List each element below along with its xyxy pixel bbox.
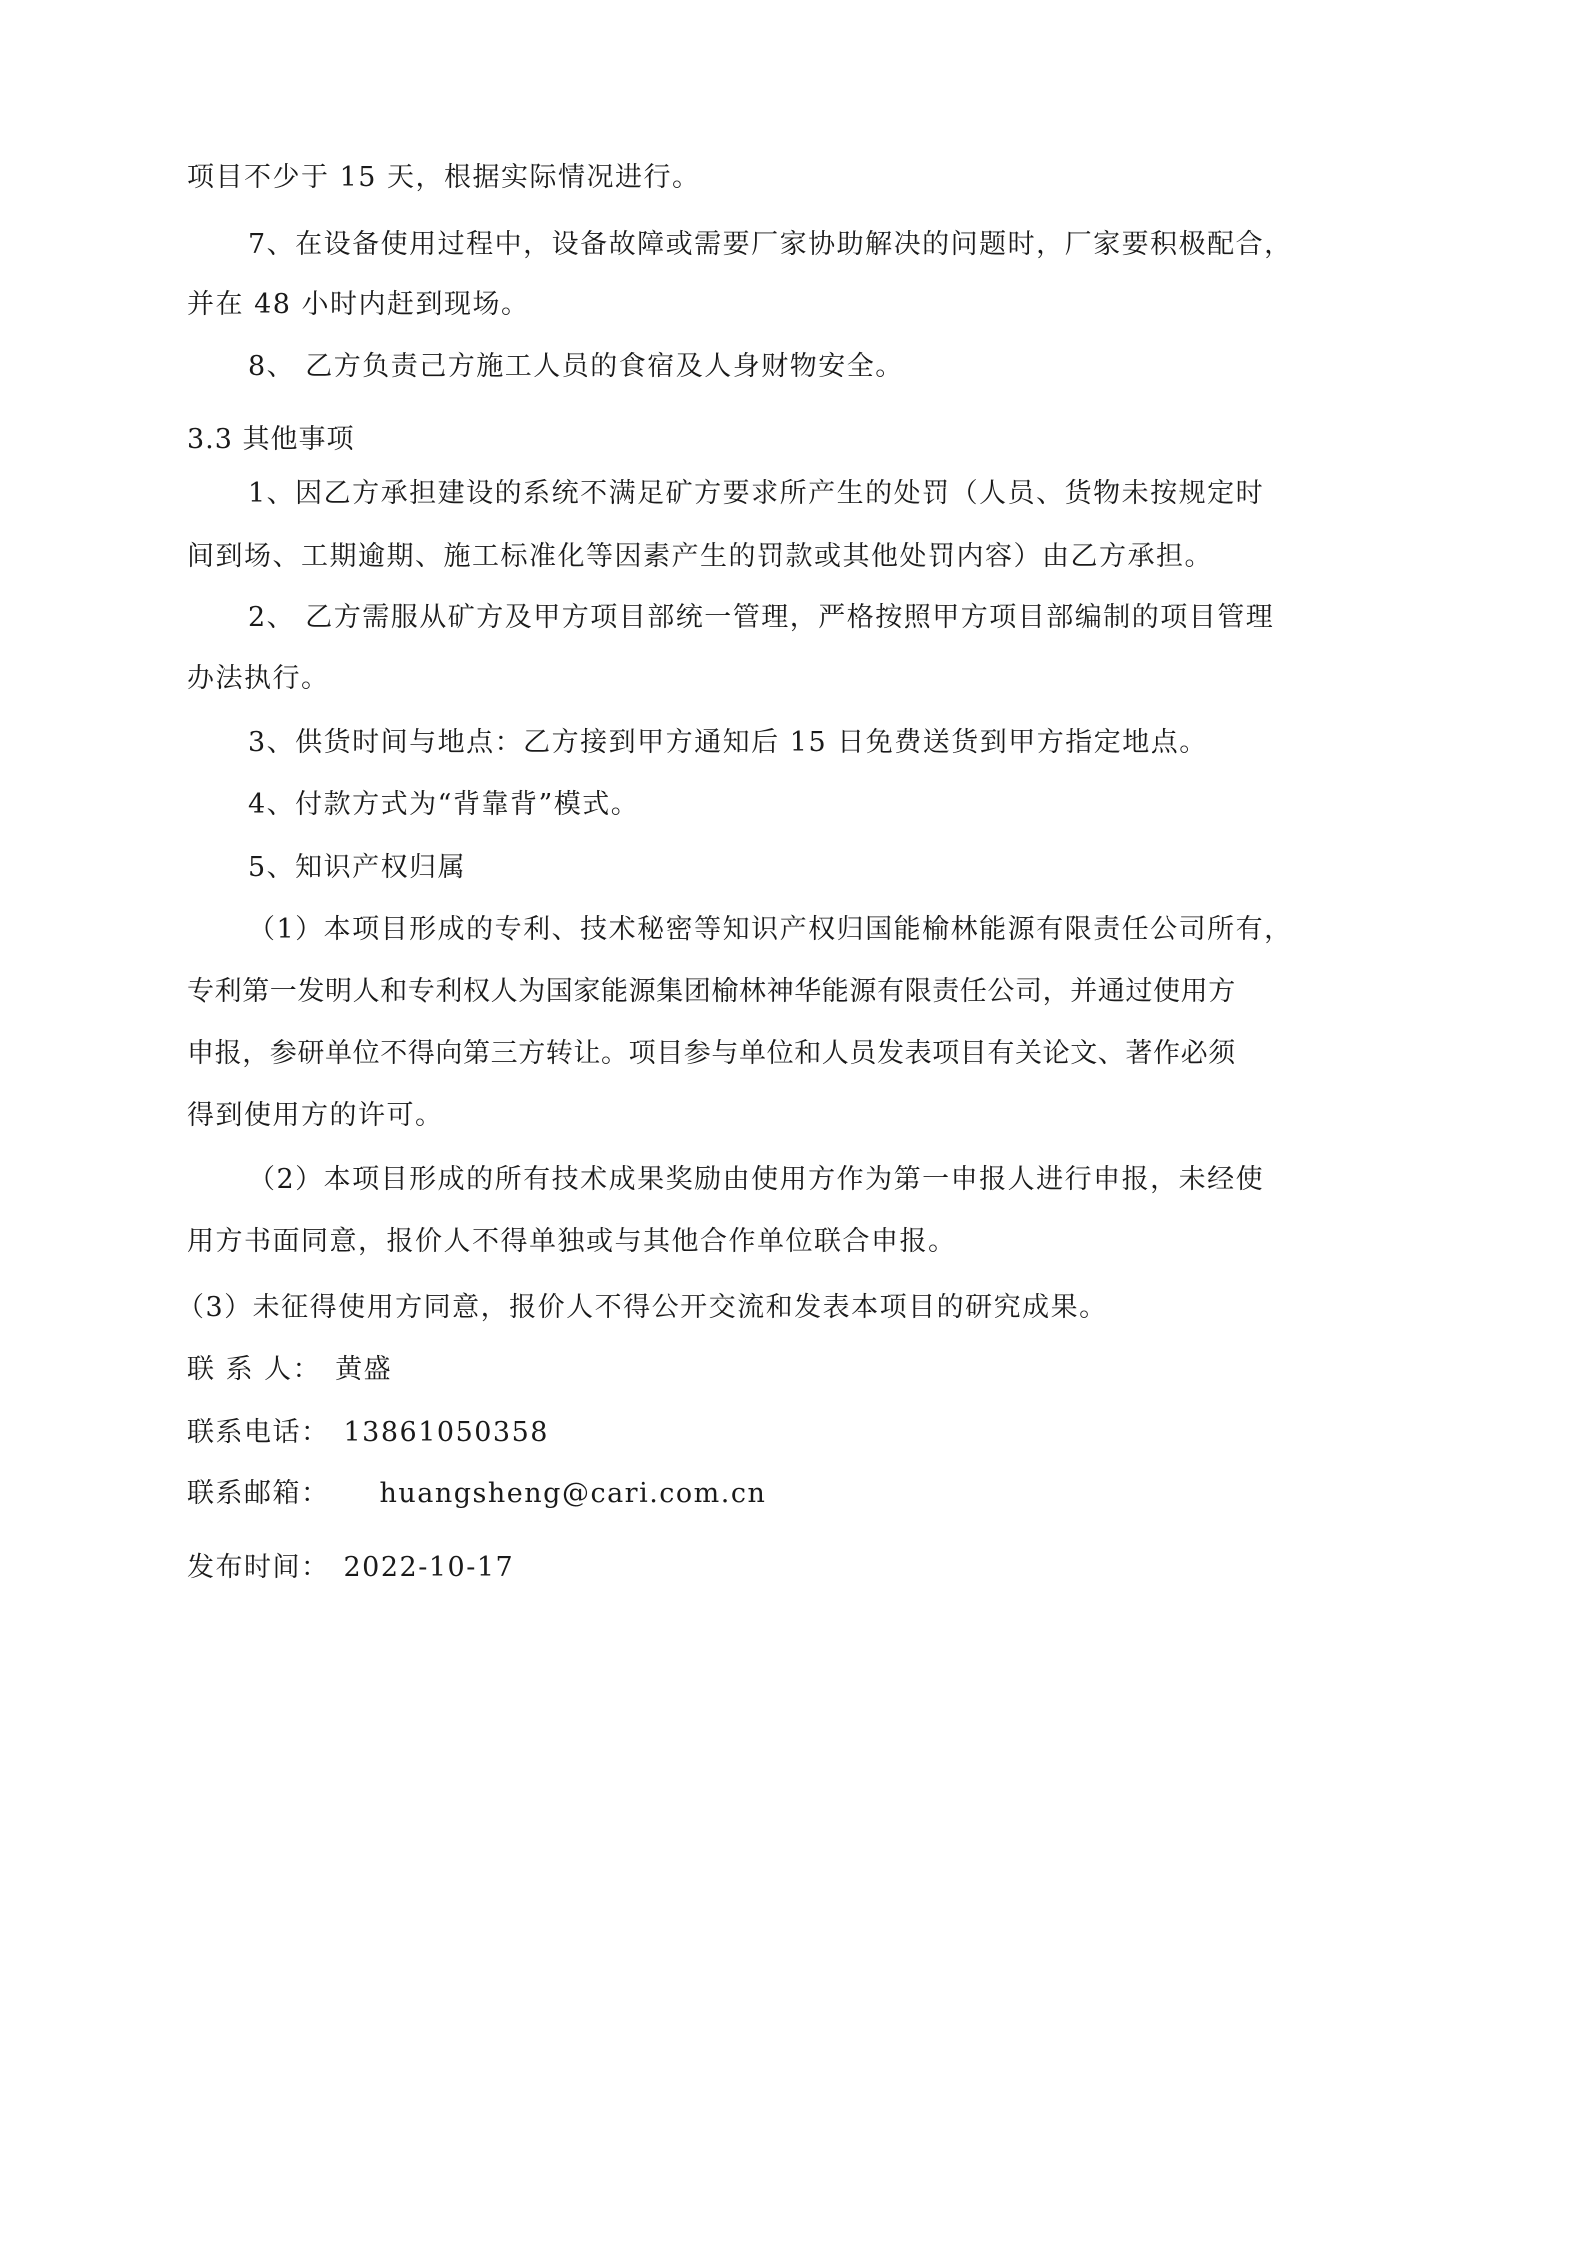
paragraph-line: 办法执行。 bbox=[187, 663, 330, 694]
paragraph-line: 间到场、工期逾期、施工标准化等因素产生的罚款或其他处罚内容）由乙方承担。 bbox=[187, 541, 1213, 572]
publish-date-label: 发布时间： bbox=[187, 1552, 330, 1583]
paragraph-line: 3、供货时间与地点：乙方接到甲方通知后 15 日免费送货到甲方指定地点。 bbox=[248, 727, 1208, 758]
contact-person-value: 黄盛 bbox=[335, 1354, 393, 1385]
paragraph-line: 专利第一发明人和专利权人为国家能源集团榆林神华能源有限责任公司，并通过使用方 bbox=[187, 976, 1236, 1007]
contact-person bbox=[187, 1350, 1397, 1390]
contact-person-label: 联 系 人： bbox=[187, 1354, 322, 1385]
contact-phone bbox=[187, 1413, 1397, 1453]
section-heading: 3.3 其他事项 bbox=[187, 424, 355, 455]
paragraph-line: 2、 乙方需服从矿方及甲方项目部统一管理，严格按照甲方项目部编制的项目管理 bbox=[248, 602, 1275, 633]
paragraph-line: 项目不少于 15 天，根据实际情况进行。 bbox=[187, 162, 701, 193]
paragraph-line: （3）未征得使用方同意，报价人不得公开交流和发表本项目的研究成果。 bbox=[177, 1292, 1108, 1323]
paragraph-line: 得到使用方的许可。 bbox=[187, 1100, 444, 1131]
paragraph-line: 用方书面同意，报价人不得单独或与其他合作单位联合申报。 bbox=[187, 1226, 957, 1257]
contact-email-label: 联系邮箱： bbox=[187, 1478, 330, 1509]
contact-email bbox=[187, 1474, 1397, 1514]
paragraph-line: 申报，参研单位不得向第三方转让。项目参与单位和人员发表项目有关论文、著作必须 bbox=[187, 1038, 1236, 1069]
paragraph-line: 并在 48 小时内赶到现场。 bbox=[187, 289, 530, 320]
paragraph-line: 4、付款方式为“背靠背”模式。 bbox=[248, 789, 640, 820]
contact-phone-value: 13861050358 bbox=[343, 1417, 549, 1448]
paragraph-line: 1、因乙方承担建设的系统不满足矿方要求所产生的处罚（人员、货物未按规定时 bbox=[248, 478, 1265, 509]
contact-phone-label: 联系电话： bbox=[187, 1417, 330, 1448]
paragraph-line: 5、知识产权归属 bbox=[248, 852, 467, 883]
paragraph-line: 7、在设备使用过程中，设备故障或需要厂家协助解决的问题时，厂家要积极配合， bbox=[248, 229, 1293, 260]
paragraph-line: （1）本项目形成的专利、技术秘密等知识产权归国能榆林能源有限责任公司所有， bbox=[248, 914, 1293, 945]
contact-email-value: huangsheng@cari.com.cn bbox=[379, 1478, 767, 1509]
publish-date-value: 2022-10-17 bbox=[343, 1552, 515, 1583]
paragraph-line: （2）本项目形成的所有技术成果奖励由使用方作为第一申报人进行申报，未经使 bbox=[248, 1164, 1265, 1195]
paragraph-line: 8、 乙方负责己方施工人员的食宿及人身财物安全。 bbox=[248, 351, 904, 382]
publish-date bbox=[187, 1548, 1397, 1588]
